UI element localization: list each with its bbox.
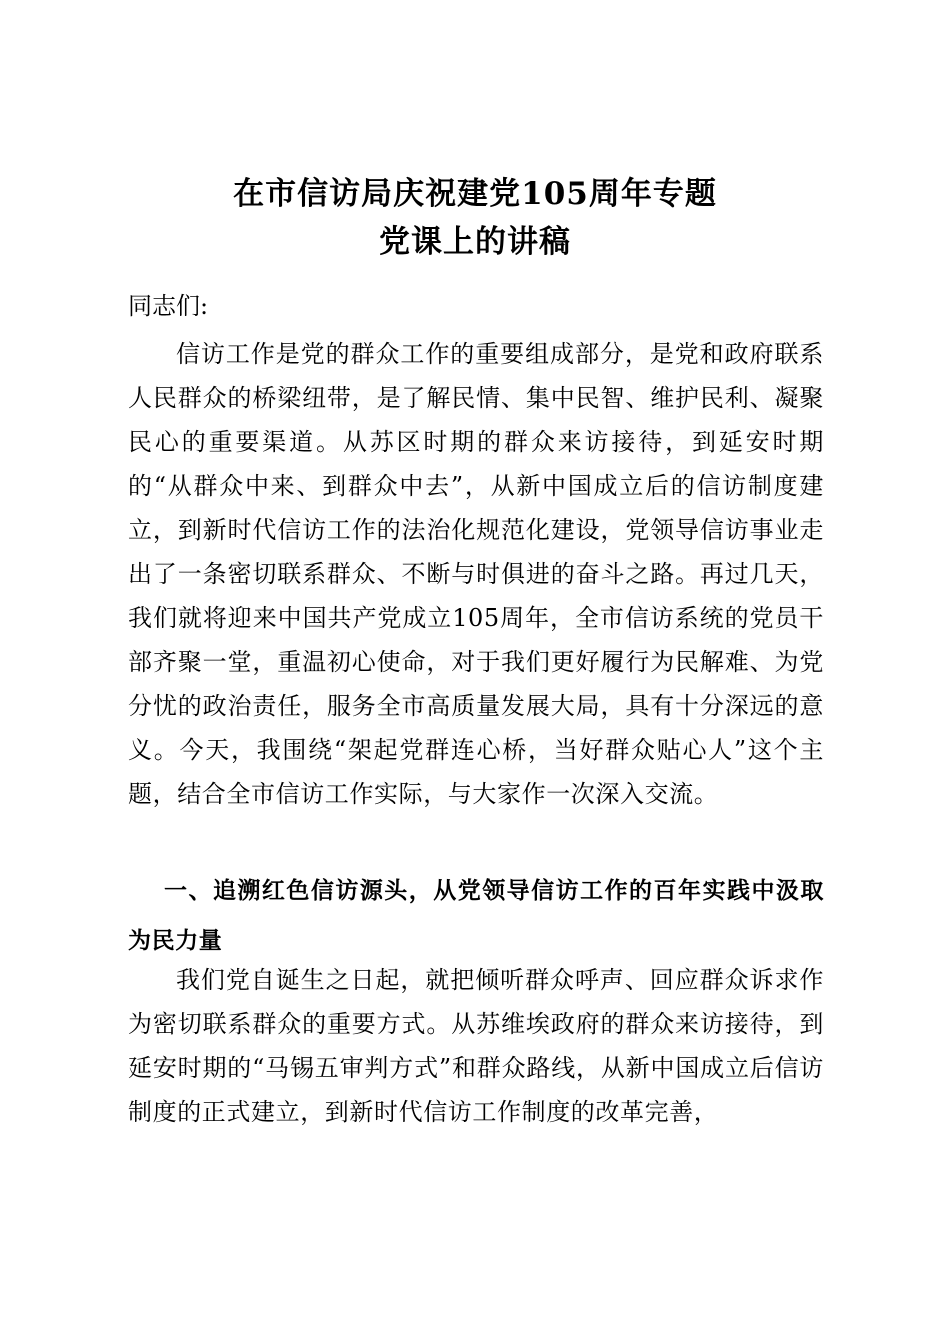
paragraph-intro: 信访工作是党的群众工作的重要组成部分，是党和政府联系人民群众的桥梁纽带，是了解民情、集中民智、维护民利、凝聚民心的重要渠道。从苏区时期的群众来访接待，到延安时期的“从群众中来、到群众中去”，从新中国成立后的信访制度建立，到新时代信访工作的法治化规范化建设，党领导信访事业走出了一条密切联系群众、不断与时俱进的奋斗之路。再过几天，我们就将迎来中国共产党成立105周年，全市信访系统的党员干部齐聚一堂，重温初心使命，对于我们更好履行为民解难、为党分忧的政治责任，服务全市高质量发展大局，具有十分深远的意义。今天，我围绕“架起党群连心桥，当好群众贴心人”这个主题，结合全市信访工作实际，与大家作一次深入交流。 (128, 340, 824, 808)
document-title-line2: 党课上的讲稿 (379, 224, 571, 260)
section-heading-1: 一、追溯红色信访源头，从党领导信访工作的百年实践中汲取为民力量 (128, 878, 824, 954)
paragraph-section-1: 我们党自诞生之日起，就把倾听群众呼声、回应群众诉求作为密切联系群众的重要方式。从苏维埃政府的群众来访接待，到延安时期的“马锡五审判方式”和群众路线，从新中国成立后信访制度的正式建立，到新时代信访工作制度的改革完善， (128, 966, 824, 1126)
salutation: 同志们: (128, 292, 209, 320)
document-title-line1: 在市信访局庆祝建党105周年专题 (233, 176, 717, 212)
